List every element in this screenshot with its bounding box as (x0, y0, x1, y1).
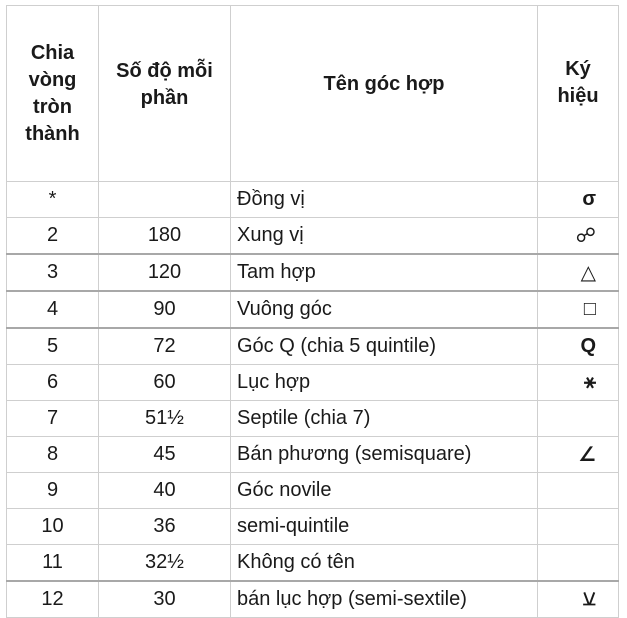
aspect-name-cell: Đồng vị (231, 182, 538, 218)
aspect-name-cell: Góc novile (231, 473, 538, 509)
aspect-name-cell: Septile (chia 7) (231, 401, 538, 437)
divide-cell: * (7, 182, 99, 218)
header-degrees: Số độ mỗi phần (99, 6, 231, 182)
table-row (7, 328, 619, 365)
degrees-cell (99, 182, 231, 218)
aspect-name-cell: Lục hợp (231, 365, 538, 401)
degrees-cell: 180 (99, 218, 231, 255)
table-row (7, 509, 619, 545)
divide-cell: 4 (7, 291, 99, 328)
quintile-icon: Q (538, 328, 619, 365)
degrees-cell: 72 (99, 328, 231, 365)
degrees-cell: 45 (99, 437, 231, 473)
symbol-cell (538, 473, 619, 509)
degrees-cell: 90 (99, 291, 231, 328)
divide-cell: 6 (7, 365, 99, 401)
table-row (7, 365, 619, 401)
table-row (7, 581, 619, 618)
table-row (7, 254, 619, 291)
semisquare-icon: ∠ (538, 437, 619, 473)
aspect-name-cell: bán lục hợp (semi-sextile) (231, 581, 538, 618)
degrees-cell: 40 (99, 473, 231, 509)
degrees-cell: 120 (99, 254, 231, 291)
semi-sextile-icon: ⚺ (538, 581, 619, 618)
aspect-name-cell: Góc Q (chia 5 quintile) (231, 328, 538, 365)
table-row (7, 182, 619, 218)
aspect-name-cell: semi-quintile (231, 509, 538, 545)
divide-cell: 3 (7, 254, 99, 291)
divide-cell: 11 (7, 545, 99, 582)
aspects-table-wrapper (6, 5, 618, 618)
symbol-cell (538, 545, 619, 582)
divide-cell: 12 (7, 581, 99, 618)
square-icon: □ (538, 291, 619, 328)
divide-cell: 9 (7, 473, 99, 509)
table-row (7, 291, 619, 328)
divide-cell: 7 (7, 401, 99, 437)
aspect-name-cell: Không có tên (231, 545, 538, 582)
degrees-cell: 36 (99, 509, 231, 545)
table-row (7, 218, 619, 255)
divide-cell: 2 (7, 218, 99, 255)
header-divide: Chia vòng tròn thành (7, 6, 99, 182)
divide-cell: 10 (7, 509, 99, 545)
trine-icon: △ (538, 254, 619, 291)
degrees-cell: 60 (99, 365, 231, 401)
header-row (7, 6, 619, 182)
aspect-name-cell: Bán phương (semisquare) (231, 437, 538, 473)
sextile-icon: ⚹ (538, 365, 619, 401)
opposition-icon: ☍ (538, 218, 619, 255)
conjunction-icon: σ (538, 182, 619, 218)
aspect-name-cell: Vuông góc (231, 291, 538, 328)
divide-cell: 8 (7, 437, 99, 473)
degrees-cell: 51½ (99, 401, 231, 437)
aspects-table (6, 5, 619, 618)
aspect-name-cell: Tam hợp (231, 254, 538, 291)
aspect-name-cell: Xung vị (231, 218, 538, 255)
header-symbol: Ký hiệu (538, 6, 619, 182)
table-row (7, 545, 619, 582)
table-row (7, 473, 619, 509)
degrees-cell: 32½ (99, 545, 231, 582)
divide-cell: 5 (7, 328, 99, 365)
degrees-cell: 30 (99, 581, 231, 618)
table-row (7, 437, 619, 473)
symbol-cell (538, 401, 619, 437)
header-name: Tên góc hợp (231, 6, 538, 182)
symbol-cell (538, 509, 619, 545)
table-row (7, 401, 619, 437)
